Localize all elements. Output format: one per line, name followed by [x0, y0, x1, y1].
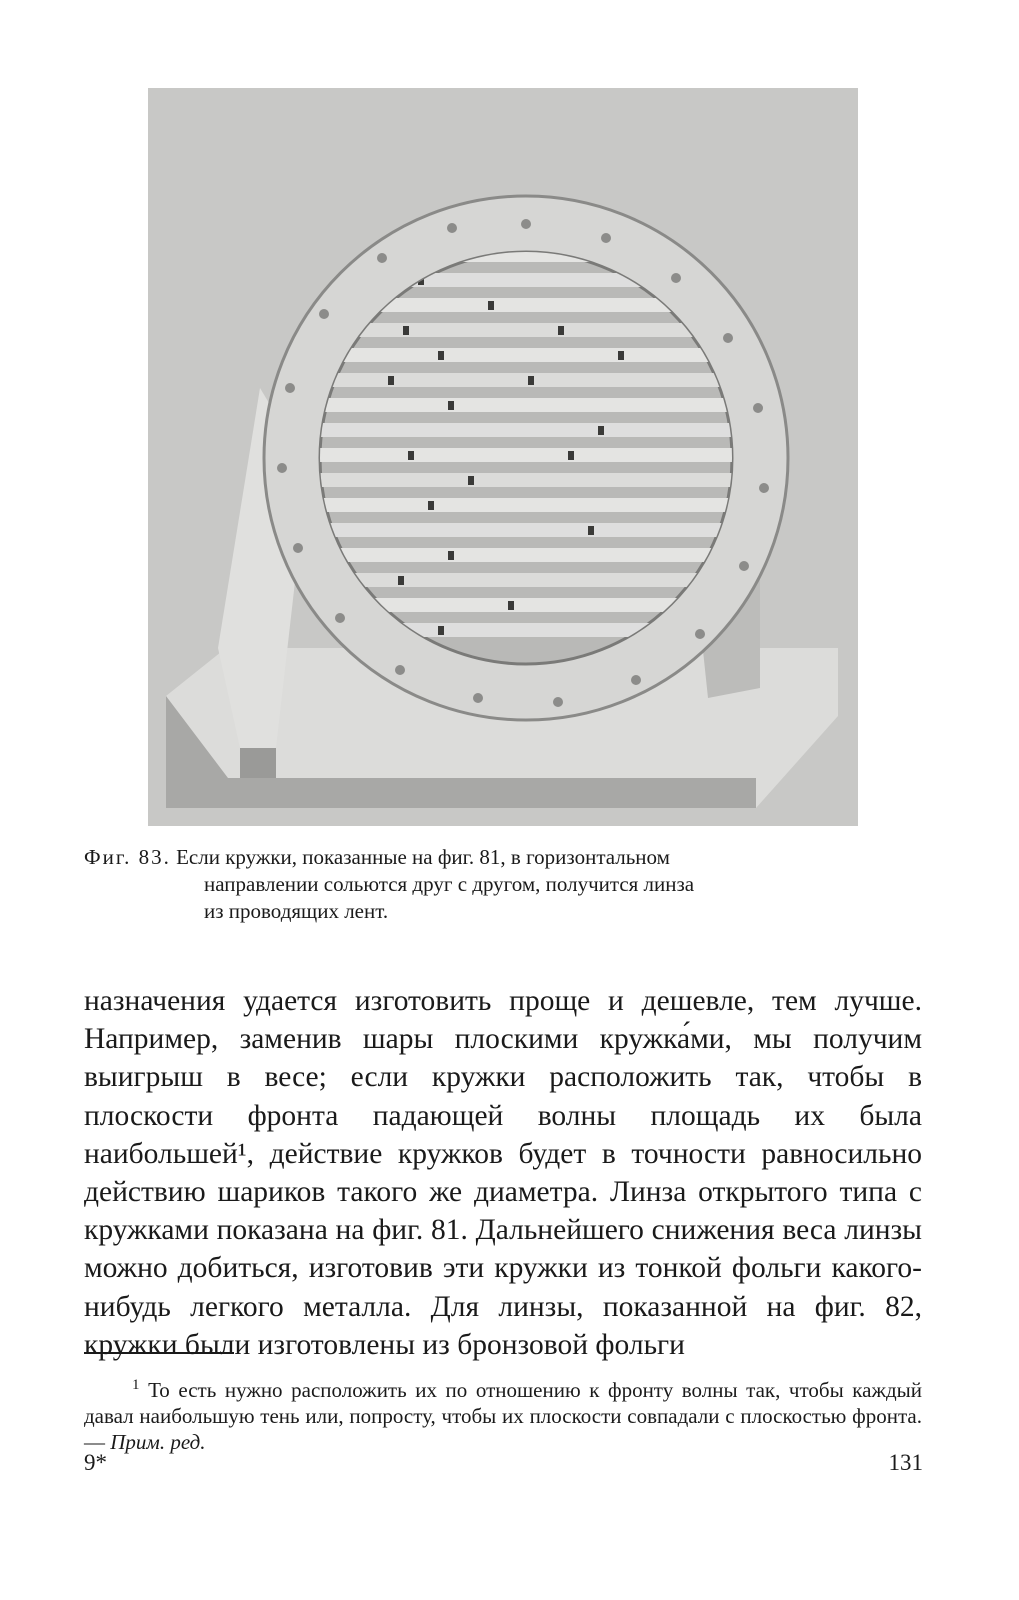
page-number: 131 [888, 1450, 923, 1475]
figure-caption [84, 844, 924, 925]
figure-photo [148, 88, 858, 826]
caption-line-2: направлении сольются друг с другом, получится линза [204, 872, 695, 896]
body-paragraph [84, 982, 922, 1364]
footnote [84, 1372, 922, 1455]
caption-line-3: из проводящих лент. [204, 899, 389, 923]
body-text: назначения удается изготовить проще и дешевле, тем лучше. Например, заменив шары плоскими кружка́ми, мы получим выигрыш в весе; если кружки расположить так, чтобы в плоскости фронта падающей волны площадь их была наибольшей¹, действие кружков будет в точности равносильно действию шариков такого же диаметра. Линза открытого типа с кружками показана на фиг. 81. Дальнейшего снижения веса линзы можно добиться, изготовив эти кружки из тонкой фольги какого-нибудь легкого металла. Для линзы, показанной на фиг. 82, кружки были изготовлены из бронзовой фольги [84, 985, 922, 1361]
footnote-marker: 1 [132, 1377, 140, 1393]
footnote-text: То есть нужно расположить их по отношению к фронту волны так, чтобы каждый давал наибольшую тень или, попросту, чтобы их плоскости совпадали с плоскостью фронта. — [84, 1378, 922, 1454]
caption-line-1: Если кружки, показанные на фиг. 81, в горизонтальном [176, 845, 670, 869]
footnote-rule [84, 1352, 234, 1354]
footnote-editor-note: Прим. ред. [110, 1430, 206, 1454]
caption-label: Фиг. 83. [84, 845, 171, 869]
lens-photo-illustration [148, 88, 858, 826]
signature-mark: 9* [84, 1450, 107, 1475]
